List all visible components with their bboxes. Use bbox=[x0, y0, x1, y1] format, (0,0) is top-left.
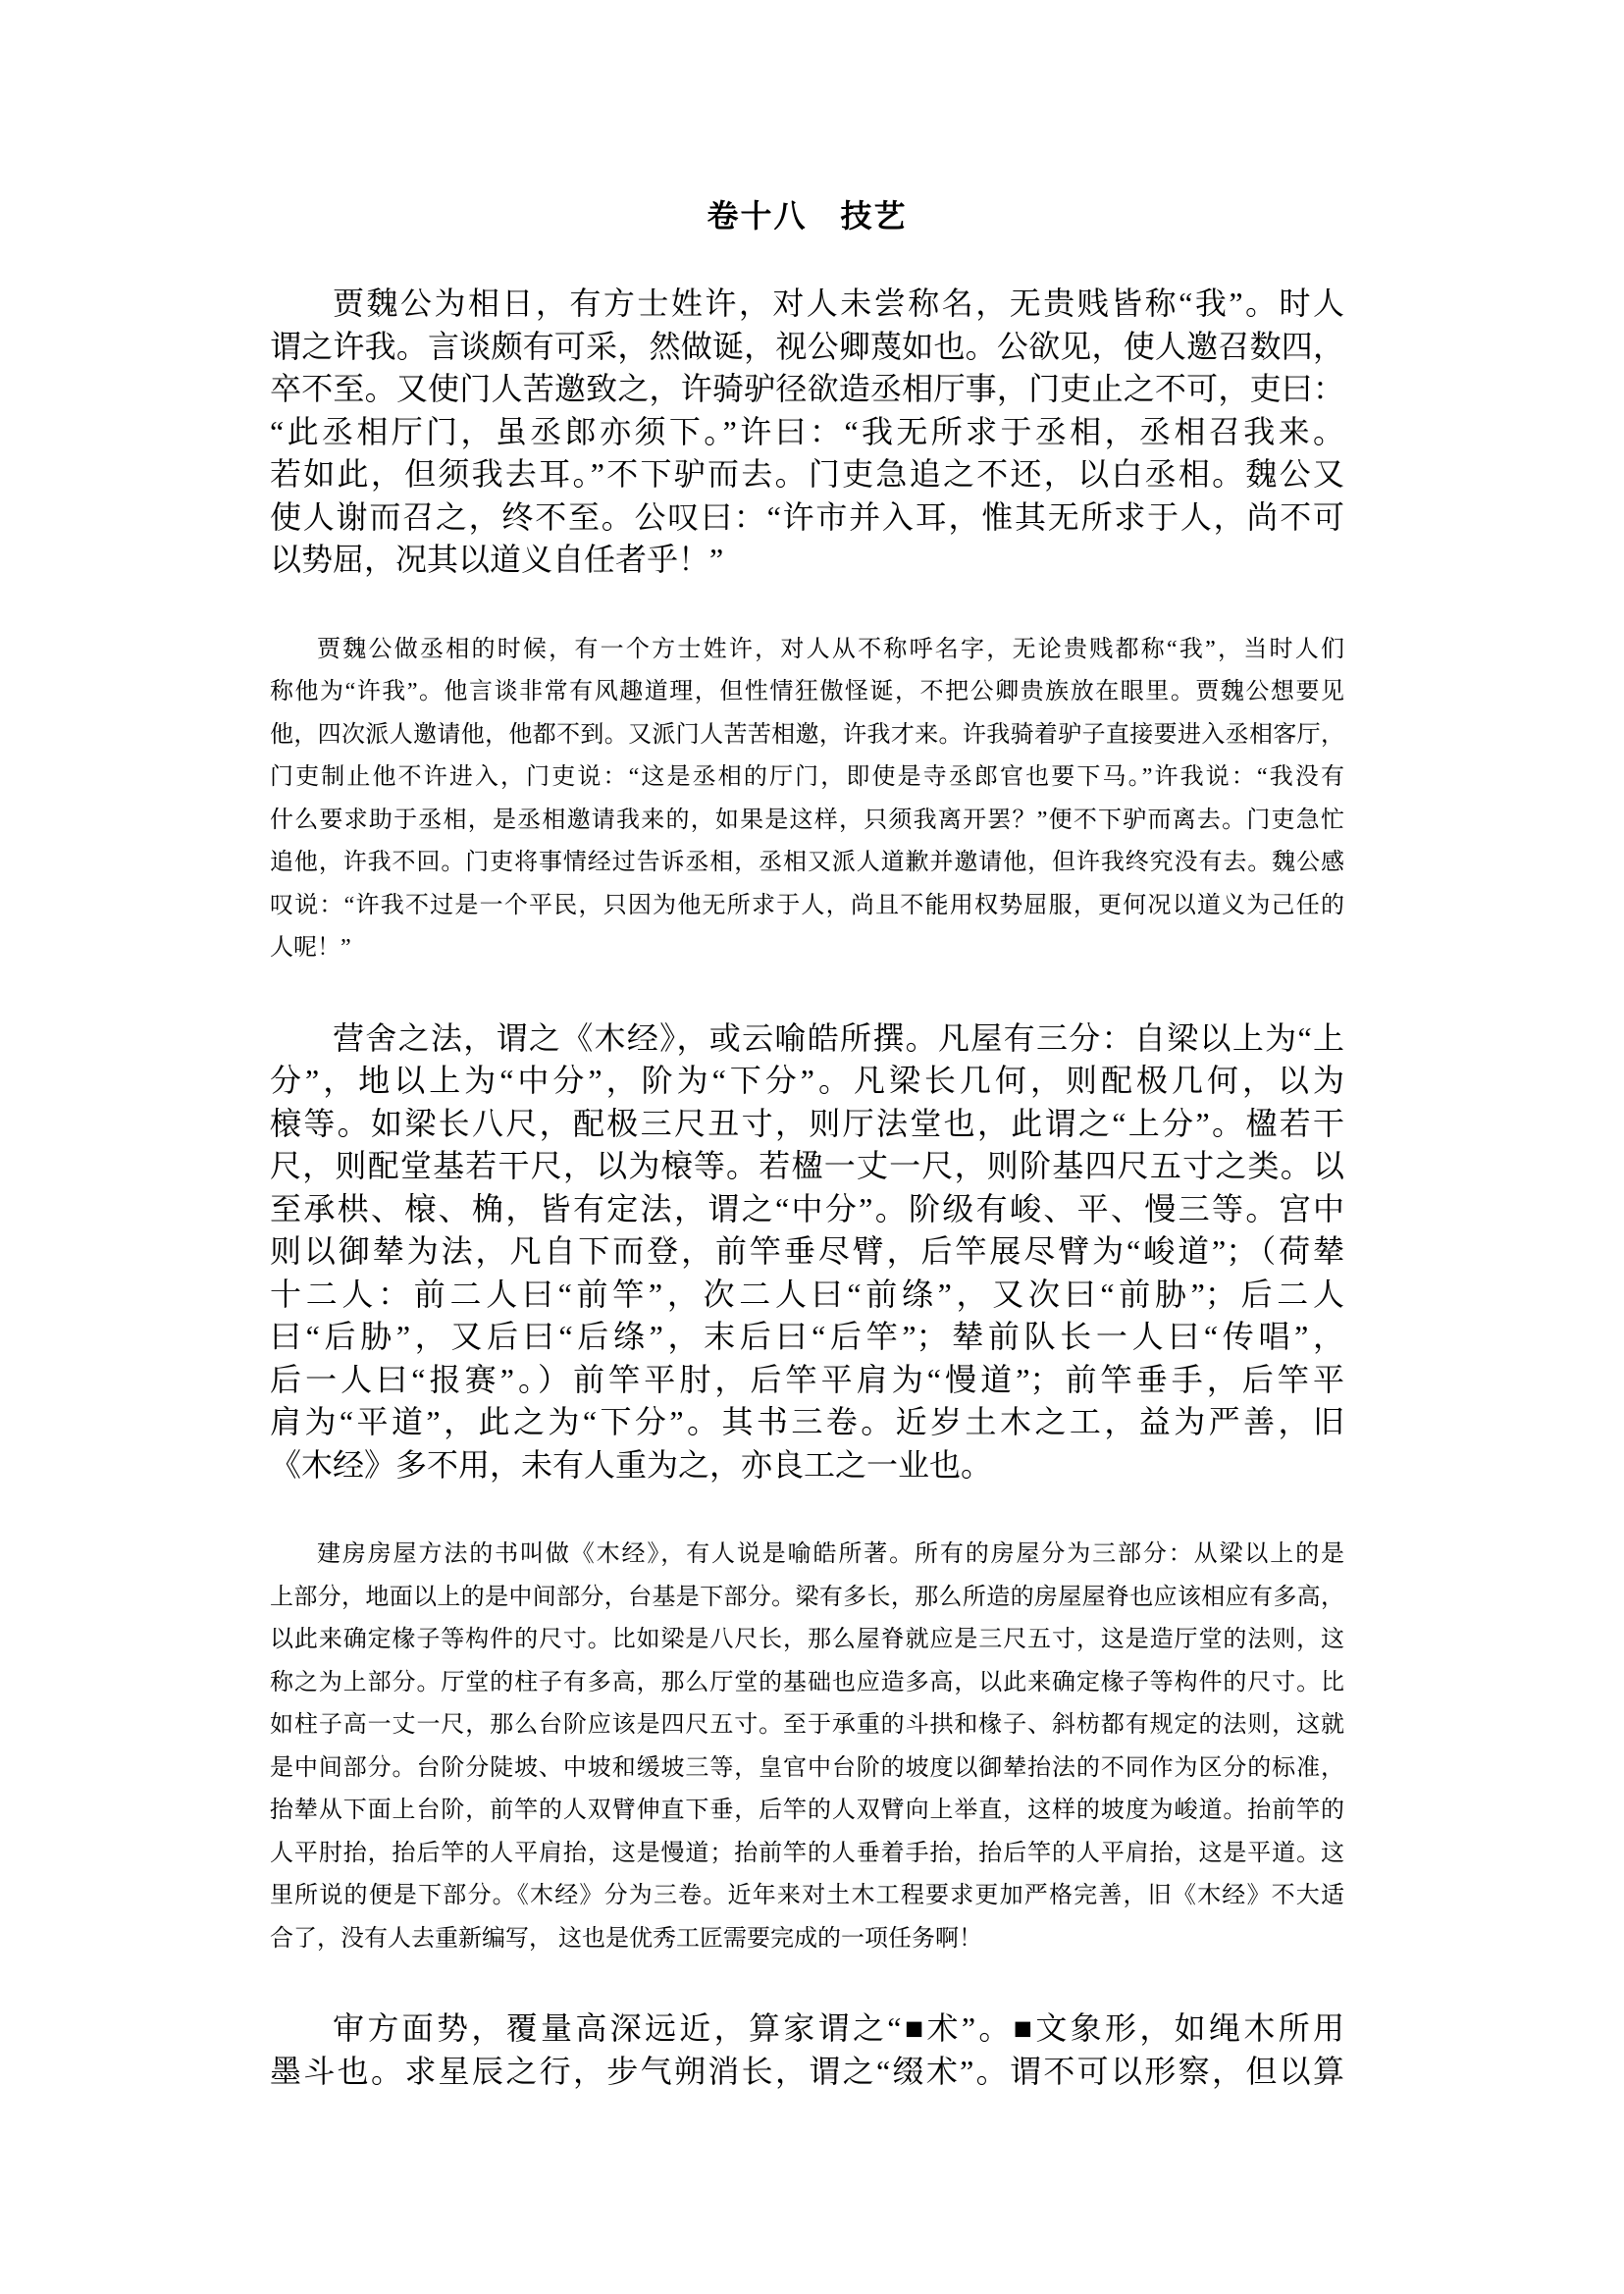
classical-paragraph bbox=[270, 283, 1344, 582]
classical-paragraph bbox=[270, 1017, 1344, 1487]
text-line: 他，四次派人邀请他，他都不到。又派门人苦苦相邀，许我才来。许我骑着驴子直接要进入丞相客厅， bbox=[270, 721, 1344, 748]
text-line: 叹说：“许我不过是一个平民，只因为他无所求于人，尚且不能用权势屈服，更何况以道义为己任的 bbox=[270, 892, 1344, 918]
text-line: 尺，则配堂基若干尺，以为榱等。若楹一丈一尺，则阶基四尺五寸之类。以 bbox=[270, 1148, 1344, 1183]
text-line: 榱等。如梁长八尺，配极三尺丑寸，则厅法堂也，此谓之“上分”。楹若干 bbox=[270, 1105, 1344, 1141]
text-line: 肩为“平道”，此之为“下分”。其书三卷。近岁土木之工，益为严善，旧 bbox=[270, 1404, 1344, 1439]
text-line: 贾魏公为相日，有方士姓许，对人未尝称名，无贵贱皆称“我”。时人 bbox=[333, 286, 1344, 321]
document-body bbox=[270, 283, 1344, 2093]
text-line: 称他为“许我”。他言谈非常有风趣道理，但性情狂傲怪诞，不把公卿贵族放在眼里。贾魏公想要见 bbox=[270, 679, 1344, 704]
translation-paragraph bbox=[270, 1534, 1344, 1960]
text-line: 是中间部分。台阶分陡坡、中坡和缓坡三等，皇官中台阶的坡度以御辇抬法的不同作为区分的标准， bbox=[270, 1754, 1344, 1781]
text-line: 墨斗也。求星辰之行，步气朔消长，谓之“缀术”。谓不可以形察，但以算 bbox=[270, 2053, 1344, 2089]
text-line: 曰“后胁”，又后曰“后绦”，末后曰“后竿”；辇前队长一人曰“传唱”， bbox=[270, 1319, 1344, 1354]
text-line: 卒不至。又使门人苦邀致之，许骑驴径欲造丞相厅事，门吏止之不可，吏曰： bbox=[270, 371, 1344, 406]
text-line: 审方面势，覆量高深远近，算家谓之“■术”。■文象形，如绳木所用 bbox=[333, 2010, 1344, 2046]
text-line: 如柱子高一丈一尺，那么台阶应该是四尺五寸。至于承重的斗拱和椽子、斜枋都有规定的法则，这就 bbox=[270, 1712, 1344, 1738]
text-line: 合了，没有人去重新编写， 这也是优秀工匠需要完成的一项任务啊！ bbox=[270, 1925, 982, 1952]
text-line: 使人谢而召之，终不至。公叹曰：“许市并入耳，惟其无所求于人，尚不可 bbox=[270, 498, 1344, 535]
text-line: 建房房屋方法的书叫做《木经》，有人说是喻皓所著。所有的房屋分为三部分：从梁以上的是 bbox=[317, 1541, 1344, 1567]
text-line: 追他，许我不回。门吏将事情经过告诉丞相，丞相又派人道歉并邀请他，但许我终究没有去。魏公感 bbox=[270, 850, 1344, 875]
text-line: 十二人：前二人曰“前竿”，次二人曰“前绦”，又次曰“前胁”；后二人 bbox=[270, 1276, 1344, 1312]
text-line: 则以御辇为法，凡自下而登，前竿垂尽臂，后竿展尽臂为“峻道”；（荷辇 bbox=[270, 1233, 1344, 1269]
text-line: 分”，地以上为“中分”，阶为“下分”。凡梁长几何，则配极几何，以为 bbox=[270, 1063, 1344, 1098]
text-line: 若如此，但须我去耳。”不下驴而去。门吏急追之不还，以白丞相。魏公又 bbox=[270, 456, 1344, 492]
text-line: 至承栱、榱、桷，皆有定法，谓之“中分”。阶级有峻、平、慢三等。宫中 bbox=[270, 1190, 1344, 1226]
page-title: 卷十八 技艺 bbox=[707, 198, 908, 234]
document-content bbox=[270, 194, 1344, 2093]
classical-paragraph bbox=[270, 2007, 1344, 2093]
text-line: 称之为上部分。厅堂的柱子有多高，那么厅堂的基础也应造多高，以此来确定椽子等构件的尺寸。比 bbox=[270, 1669, 1344, 1695]
text-line: 以此来确定椽子等构件的尺寸。比如梁是八尺长，那么屋脊就应是三尺五寸，这是造厅堂的法则，这 bbox=[270, 1627, 1344, 1652]
text-line: 里所说的便是下部分。《木经》分为三卷。近年来对土木工程要求更加严格完善，旧《木经》不大适 bbox=[270, 1883, 1344, 1908]
text-line: 营舍之法，谓之《木经》，或云喻皓所撰。凡屋有三分：自梁以上为“上 bbox=[333, 1019, 1344, 1056]
text-line: 抬辇从下面上台阶，前竿的人双臂伸直下垂，后竿的人双臂向上举直，这样的坡度为峻道。抬前竿的 bbox=[270, 1798, 1344, 1823]
text-line: 什么要求助于丞相，是丞相邀请我来的，如果是这样，只须我离开罢？”便不下驴而离去。门吏急忙 bbox=[270, 807, 1344, 833]
text-line: 人呢！” bbox=[270, 935, 351, 961]
text-line: 贾魏公做丞相的时候，有一个方士姓许，对人从不称呼名字，无论贵贱都称“我”，当时人们 bbox=[317, 636, 1344, 662]
text-line: 谓之许我。言谈颇有可采，然做诞，视公卿蔑如也。公欲见，使人邀召数四， bbox=[270, 328, 1344, 364]
text-line: 上部分，地面以上的是中间部分，台基是下部分。梁有多长，那么所造的房屋屋脊也应该相应有多高， bbox=[270, 1584, 1344, 1610]
translation-paragraph bbox=[270, 629, 1344, 970]
text-line: 后一人曰“报赛”。）前竿平肘，后竿平肩为“慢道”；前竿垂手，后竿平 bbox=[270, 1361, 1344, 1397]
text-line: 人平肘抬，抬后竿的人平肩抬，这是慢道；抬前竿的人垂着手抬，抬后竿的人平肩抬，这是平道。这 bbox=[270, 1840, 1344, 1866]
text-line: 《木经》多不用，未有人重为之，亦良工之一业也。 bbox=[270, 1446, 993, 1483]
text-line: “此丞相厅门，虽丞郎亦须下。”许曰：“我无所求于丞相，丞相召我来。 bbox=[270, 413, 1344, 449]
text-line: 门吏制止他不许进入，门吏说：“这是丞相的厅门，即使是寺丞郎官也要下马。”许我说：“我没有 bbox=[270, 764, 1344, 790]
text-line: 以势屈，况其以道义自任者乎！” bbox=[270, 542, 724, 577]
